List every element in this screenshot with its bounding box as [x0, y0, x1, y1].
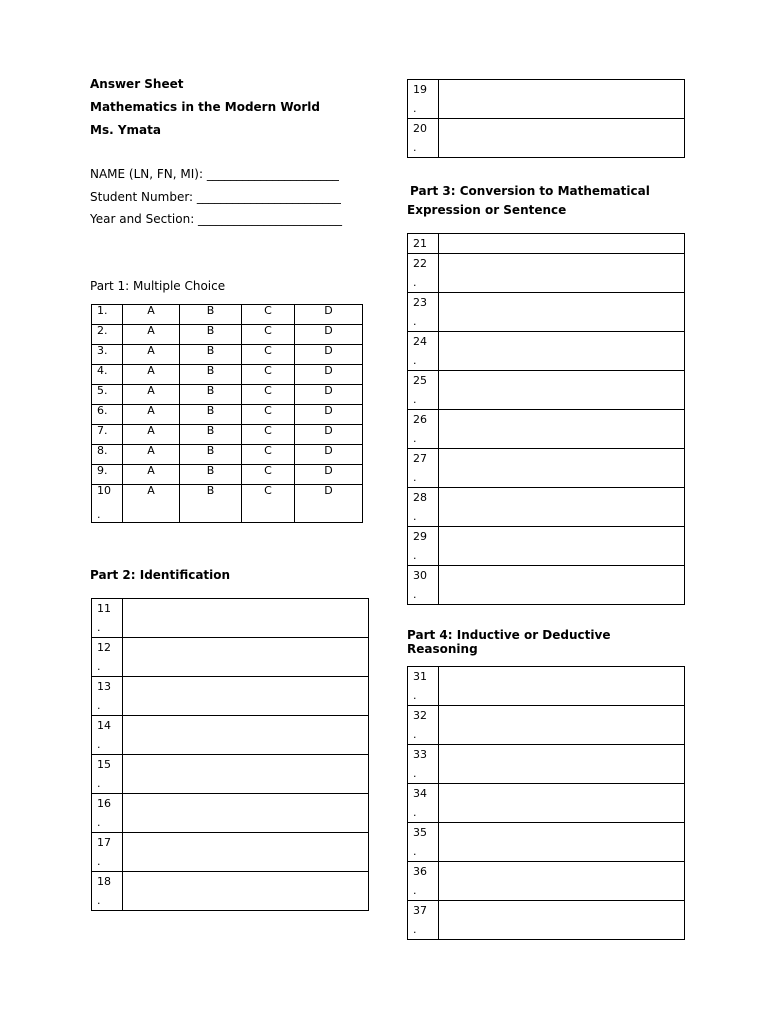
- item-number-text: 13: [97, 680, 111, 693]
- answer-cell[interactable]: [439, 706, 685, 745]
- mc-number-text: 6.: [97, 404, 108, 417]
- answer-cell[interactable]: [123, 833, 369, 872]
- item-number: [92, 833, 123, 872]
- item-number: [408, 488, 439, 527]
- mc-choice-c[interactable]: C: [242, 405, 295, 425]
- part4-title-line1: Part 4: Inductive or Deductive: [407, 628, 611, 642]
- conversion-row: [408, 293, 685, 332]
- multiple-choice-table: [91, 304, 363, 523]
- item-number-text: 17: [97, 836, 111, 849]
- mc-number-text: 4.: [97, 364, 108, 377]
- mc-choice-a[interactable]: A: [123, 405, 180, 425]
- item-number: [92, 599, 123, 638]
- mc-question-number: [92, 345, 123, 365]
- item-number-text: 34: [413, 787, 427, 800]
- identification-row: [92, 677, 369, 716]
- item-number: [408, 410, 439, 449]
- item-number-dot: .: [97, 855, 101, 868]
- item-number-dot: .: [413, 588, 417, 601]
- name-field[interactable]: NAME (LN, FN, MI): ______________________: [90, 167, 339, 181]
- conversion-row: [408, 449, 685, 488]
- conversion-row: [408, 527, 685, 566]
- mc-row: [92, 405, 363, 425]
- item-number-text: 15: [97, 758, 111, 771]
- item-number-text: 25: [413, 374, 427, 387]
- item-number: [408, 901, 439, 940]
- mc-question-number: [92, 405, 123, 425]
- answer-cell[interactable]: [439, 823, 685, 862]
- mc-question-number: [92, 365, 123, 385]
- conversion-table: [407, 233, 685, 605]
- mc-choice-c[interactable]: C: [242, 445, 295, 465]
- reasoning-row: [408, 706, 685, 745]
- answer-cell[interactable]: [439, 901, 685, 940]
- mc-row: [92, 305, 363, 325]
- mc-choice-d[interactable]: D: [295, 485, 363, 523]
- mc-row: [92, 445, 363, 465]
- mc-row: [92, 465, 363, 485]
- mc-number-dot: .: [97, 508, 101, 521]
- answer-cell[interactable]: [123, 716, 369, 755]
- mc-choice-c[interactable]: C: [242, 345, 295, 365]
- item-number: [408, 784, 439, 823]
- mc-choice-d[interactable]: D: [295, 385, 363, 405]
- mc-choice-d[interactable]: D: [295, 325, 363, 345]
- answer-cell[interactable]: [123, 677, 369, 716]
- item-number: [408, 745, 439, 784]
- mc-choice-a[interactable]: A: [123, 325, 180, 345]
- item-number-text: 12: [97, 641, 111, 654]
- mc-choice-d[interactable]: D: [295, 405, 363, 425]
- item-number: [92, 794, 123, 833]
- answer-cell[interactable]: [123, 599, 369, 638]
- conversion-row: [408, 566, 685, 605]
- mc-choice-b[interactable]: B: [180, 465, 242, 485]
- mc-row: [92, 425, 363, 445]
- sheet-title: Answer Sheet: [90, 77, 184, 91]
- mc-number-text: 7.: [97, 424, 108, 437]
- item-number-dot: .: [97, 660, 101, 673]
- answer-cell[interactable]: [439, 862, 685, 901]
- course-title: Mathematics in the Modern World: [90, 100, 320, 114]
- item-number-text: 32: [413, 709, 427, 722]
- reasoning-row: [408, 784, 685, 823]
- mc-choice-a[interactable]: A: [123, 385, 180, 405]
- mc-choice-c[interactable]: C: [242, 325, 295, 345]
- mc-choice-b[interactable]: B: [180, 345, 242, 365]
- item-number-dot: .: [413, 549, 417, 562]
- item-number: [408, 862, 439, 901]
- conversion-row: [408, 371, 685, 410]
- mc-row: [92, 345, 363, 365]
- mc-question-number: [92, 325, 123, 345]
- item-number-dot: .: [413, 884, 417, 897]
- mc-number-text: 2.: [97, 324, 108, 337]
- mc-choice-b[interactable]: B: [180, 405, 242, 425]
- mc-number-text: 10: [97, 484, 111, 497]
- teacher-name: Ms. Ymata: [90, 123, 161, 137]
- item-number-text: 33: [413, 748, 427, 761]
- mc-choice-a[interactable]: A: [123, 345, 180, 365]
- conversion-row: [408, 254, 685, 293]
- item-number-dot: .: [413, 806, 417, 819]
- item-number-text: 16: [97, 797, 111, 810]
- mc-choice-d[interactable]: D: [295, 465, 363, 485]
- item-number-dot: .: [97, 777, 101, 790]
- student-number-field[interactable]: Student Number: ________________________: [90, 190, 341, 204]
- mc-choice-b[interactable]: B: [180, 325, 242, 345]
- mc-choice-a[interactable]: A: [123, 465, 180, 485]
- answer-cell[interactable]: [439, 371, 685, 410]
- item-number-text: 30: [413, 569, 427, 582]
- identification-row: [92, 638, 369, 677]
- part3-title-line2: Expression or Sentence: [407, 203, 567, 217]
- answer-cell[interactable]: [439, 784, 685, 823]
- item-number-dot: .: [413, 354, 417, 367]
- answer-cell[interactable]: [439, 745, 685, 784]
- conversion-row: [408, 234, 685, 254]
- answer-cell[interactable]: [439, 80, 685, 119]
- mc-choice-a[interactable]: A: [123, 485, 180, 523]
- mc-choice-a[interactable]: A: [123, 365, 180, 385]
- item-number: [408, 667, 439, 706]
- item-number-text: 18: [97, 875, 111, 888]
- item-number-text: 23: [413, 296, 427, 309]
- item-number-dot: .: [413, 141, 417, 154]
- item-number: [408, 254, 439, 293]
- item-number: [92, 638, 123, 677]
- reasoning-row: [408, 862, 685, 901]
- item-number-text: 27: [413, 452, 427, 465]
- part3-title-line1: Part 3: Conversion to Mathematical: [410, 184, 650, 198]
- mc-choice-c[interactable]: C: [242, 465, 295, 485]
- identification-row: [92, 599, 369, 638]
- identification-row: [92, 872, 369, 911]
- mc-question-number: [92, 465, 123, 485]
- item-number-dot: .: [97, 621, 101, 634]
- item-number: [408, 566, 439, 605]
- item-number-dot: .: [413, 102, 417, 115]
- mc-number-text: 5.: [97, 384, 108, 397]
- answer-cell[interactable]: [439, 449, 685, 488]
- item-number-text: 19: [413, 83, 427, 96]
- item-number-dot: .: [413, 393, 417, 406]
- answer-cell[interactable]: [439, 488, 685, 527]
- answer-cell[interactable]: [439, 254, 685, 293]
- mc-choice-b[interactable]: B: [180, 305, 242, 325]
- item-number-dot: .: [97, 699, 101, 712]
- reasoning-row: [408, 901, 685, 940]
- item-number-text: 14: [97, 719, 111, 732]
- identification-row: [92, 794, 369, 833]
- item-number-text: 24: [413, 335, 427, 348]
- answer-cell[interactable]: [439, 293, 685, 332]
- item-number-dot: .: [413, 923, 417, 936]
- item-number-text: 22: [413, 257, 427, 270]
- mc-choice-c[interactable]: C: [242, 425, 295, 445]
- part4-title-line2: Reasoning: [407, 642, 478, 656]
- mc-number-text: 1.: [97, 304, 108, 317]
- mc-number-text: 8.: [97, 444, 108, 457]
- item-number-text: 36: [413, 865, 427, 878]
- item-number-dot: .: [413, 471, 417, 484]
- answer-cell[interactable]: [123, 755, 369, 794]
- item-number-dot: .: [413, 767, 417, 780]
- mc-row: [92, 485, 363, 523]
- answer-cell[interactable]: [123, 872, 369, 911]
- identification-row: [92, 833, 369, 872]
- mc-choice-b[interactable]: B: [180, 425, 242, 445]
- item-number: [92, 716, 123, 755]
- answer-cell[interactable]: [439, 566, 685, 605]
- mc-choice-d[interactable]: D: [295, 345, 363, 365]
- reasoning-row: [408, 823, 685, 862]
- item-number-text: 35: [413, 826, 427, 839]
- mc-question-number: [92, 385, 123, 405]
- part1-title: Part 1: Multiple Choice: [90, 279, 226, 293]
- item-number-dot: .: [413, 432, 417, 445]
- mc-choice-b[interactable]: B: [180, 365, 242, 385]
- mc-choice-d[interactable]: D: [295, 425, 363, 445]
- item-number-dot: .: [97, 738, 101, 751]
- identification-row: [92, 716, 369, 755]
- reasoning-table: [407, 666, 685, 940]
- part2-title: Part 2: Identification: [90, 568, 231, 582]
- mc-choice-a[interactable]: A: [123, 425, 180, 445]
- item-number: [408, 119, 439, 158]
- item-number-text: 26: [413, 413, 427, 426]
- answer-cell[interactable]: [439, 332, 685, 371]
- item-number-dot: .: [413, 276, 417, 289]
- mc-choice-c[interactable]: C: [242, 365, 295, 385]
- mc-choice-b[interactable]: B: [180, 385, 242, 405]
- item-number-text: 37: [413, 904, 427, 917]
- item-number: [92, 872, 123, 911]
- mc-question-number: [92, 485, 123, 523]
- item-number: [408, 293, 439, 332]
- item-number: [408, 371, 439, 410]
- mc-choice-c[interactable]: C: [242, 385, 295, 405]
- answer-cell[interactable]: [439, 234, 685, 254]
- conversion-row: [408, 488, 685, 527]
- item-number-text: 21: [413, 237, 427, 250]
- mc-number-text: 9.: [97, 464, 108, 477]
- conversion-row: [408, 410, 685, 449]
- mc-choice-a[interactable]: A: [123, 305, 180, 325]
- answer-cell[interactable]: [123, 638, 369, 677]
- item-number: [408, 234, 439, 254]
- item-number-dot: .: [97, 816, 101, 829]
- mc-choice-c[interactable]: C: [242, 485, 295, 523]
- item-number: [408, 823, 439, 862]
- item-number: [408, 449, 439, 488]
- item-number: [408, 706, 439, 745]
- mc-choice-d[interactable]: D: [295, 445, 363, 465]
- mc-row: [92, 385, 363, 405]
- answer-cell[interactable]: [439, 527, 685, 566]
- item-number: [408, 332, 439, 371]
- mc-row: [92, 365, 363, 385]
- reasoning-row: [408, 667, 685, 706]
- item-number-dot: .: [413, 845, 417, 858]
- item-number-text: 28: [413, 491, 427, 504]
- item-number: [92, 755, 123, 794]
- mc-choice-d[interactable]: D: [295, 365, 363, 385]
- reasoning-row: [408, 745, 685, 784]
- identification-row: [408, 80, 685, 119]
- mc-question-number: [92, 445, 123, 465]
- mc-choice-b[interactable]: B: [180, 445, 242, 465]
- item-number: [408, 527, 439, 566]
- mc-number-text: 3.: [97, 344, 108, 357]
- item-number-dot: .: [413, 728, 417, 741]
- mc-choice-b[interactable]: B: [180, 485, 242, 523]
- identification-table-continued: [407, 79, 685, 158]
- item-number-dot: .: [413, 315, 417, 328]
- item-number: [92, 677, 123, 716]
- mc-row: [92, 325, 363, 345]
- identification-row: [92, 755, 369, 794]
- mc-choice-d[interactable]: D: [295, 305, 363, 325]
- identification-row: [408, 119, 685, 158]
- answer-cell[interactable]: [439, 119, 685, 158]
- mc-choice-a[interactable]: A: [123, 445, 180, 465]
- item-number-dot: .: [413, 510, 417, 523]
- mc-question-number: [92, 425, 123, 445]
- answer-cell[interactable]: [123, 794, 369, 833]
- answer-cell[interactable]: [439, 410, 685, 449]
- item-number-text: 11: [97, 602, 111, 615]
- conversion-row: [408, 332, 685, 371]
- mc-question-number: [92, 305, 123, 325]
- item-number-text: 31: [413, 670, 427, 683]
- item-number-text: 29: [413, 530, 427, 543]
- item-number-dot: .: [413, 689, 417, 702]
- item-number: [408, 80, 439, 119]
- identification-table: [91, 598, 369, 911]
- mc-choice-c[interactable]: C: [242, 305, 295, 325]
- item-number-dot: .: [97, 894, 101, 907]
- item-number-text: 20: [413, 122, 427, 135]
- answer-cell[interactable]: [439, 667, 685, 706]
- year-section-field[interactable]: Year and Section: ________________________: [90, 212, 343, 226]
